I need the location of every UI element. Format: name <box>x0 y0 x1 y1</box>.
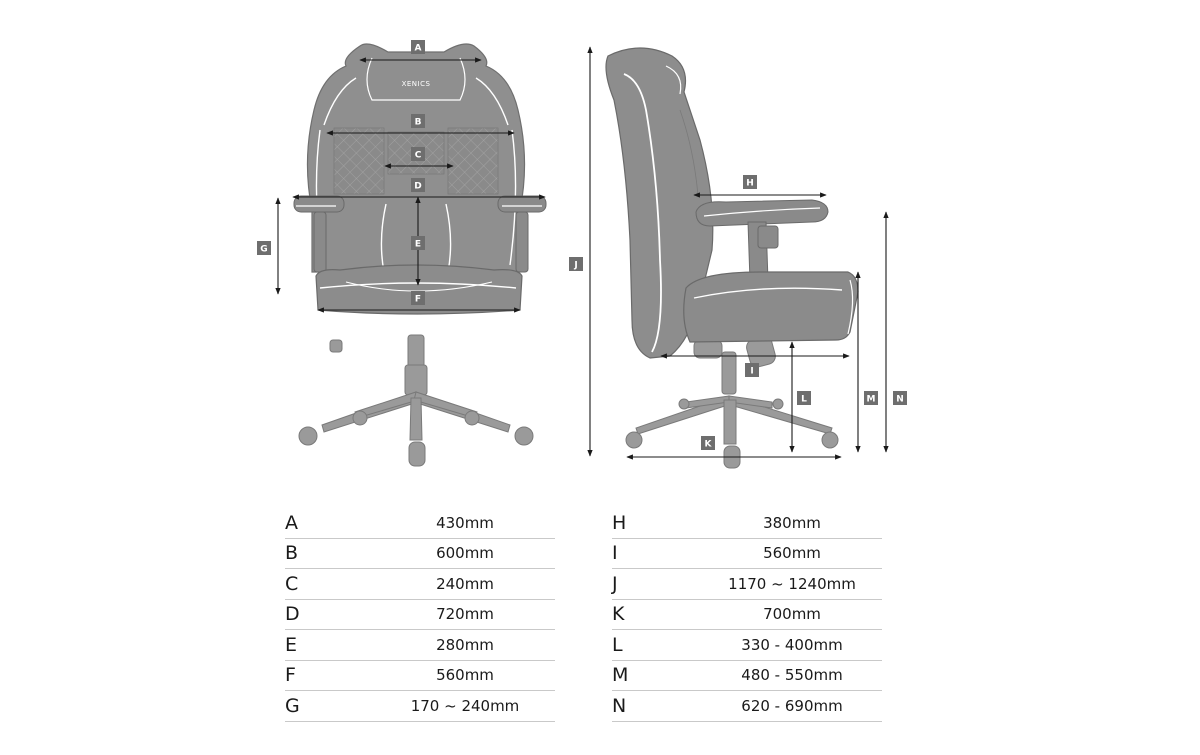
spec-value: 560mm <box>702 538 882 569</box>
svg-text:H: H <box>746 178 754 189</box>
dimension-label-f <box>411 291 425 305</box>
spec-key: G <box>285 691 375 722</box>
spec-key: B <box>285 538 375 569</box>
svg-text:D: D <box>414 181 422 192</box>
spec-value: 430mm <box>375 508 555 538</box>
spec-row <box>285 569 555 600</box>
spec-row <box>612 508 882 538</box>
dimension-label-j <box>569 257 583 271</box>
dimension-label-k <box>701 436 715 450</box>
spec-key: M <box>612 660 702 691</box>
dimension-label-e <box>411 236 425 250</box>
spec-key: A <box>285 508 375 538</box>
spec-key: N <box>612 691 702 722</box>
svg-text:L: L <box>801 394 807 405</box>
svg-text:E: E <box>414 239 422 250</box>
svg-text:A: A <box>414 43 422 54</box>
spec-row <box>612 691 882 722</box>
dimension-label-c <box>411 147 425 161</box>
side-view-chair <box>606 48 858 468</box>
svg-text:N: N <box>896 394 904 405</box>
dimension-label-a <box>411 40 425 54</box>
svg-text:F: F <box>414 294 422 305</box>
spec-row <box>285 660 555 691</box>
spec-value: 480 - 550mm <box>702 660 882 691</box>
spec-table-left <box>285 508 555 722</box>
svg-text:M: M <box>866 394 876 405</box>
spec-value: 240mm <box>375 569 555 600</box>
spec-row <box>285 599 555 630</box>
dimension-label-l <box>797 391 811 405</box>
spec-key: L <box>612 630 702 661</box>
spec-value: 280mm <box>375 630 555 661</box>
svg-text:J: J <box>574 260 578 271</box>
spec-row <box>285 508 555 538</box>
side-seat <box>684 272 858 342</box>
spec-key: K <box>612 599 702 630</box>
svg-text:B: B <box>414 117 422 128</box>
spec-key: D <box>285 599 375 630</box>
dimension-label-i <box>745 363 759 377</box>
brand-logo-text: XENICS <box>401 80 431 88</box>
spec-row <box>285 630 555 661</box>
spec-key: H <box>612 508 702 538</box>
spec-table-right <box>612 508 882 722</box>
spec-value: 700mm <box>702 599 882 630</box>
spec-row <box>285 538 555 569</box>
spec-key: F <box>285 660 375 691</box>
svg-text:G: G <box>260 244 268 255</box>
svg-text:I: I <box>750 366 754 377</box>
spec-value: 620 - 690mm <box>702 691 882 722</box>
spec-value: 600mm <box>375 538 555 569</box>
front-view-chair <box>294 44 546 466</box>
spec-value: 170 ~ 240mm <box>375 691 555 722</box>
spec-key: I <box>612 538 702 569</box>
spec-value: 1170 ~ 1240mm <box>702 569 882 600</box>
dimension-label-g <box>257 241 271 255</box>
spec-value: 720mm <box>375 599 555 630</box>
svg-text:C: C <box>414 150 422 161</box>
spec-key: C <box>285 569 375 600</box>
svg-text:K: K <box>704 439 712 450</box>
dimension-label-b <box>411 114 425 128</box>
spec-row <box>612 630 882 661</box>
dimension-label-m <box>864 391 878 405</box>
front-seat <box>316 265 522 314</box>
dimension-label-d <box>411 178 425 192</box>
dimension-label-n <box>893 391 907 405</box>
spec-value: 380mm <box>702 508 882 538</box>
spec-row <box>612 538 882 569</box>
spec-value: 560mm <box>375 660 555 691</box>
spec-row <box>612 569 882 600</box>
spec-value: 330 - 400mm <box>702 630 882 661</box>
front-chair-base <box>299 335 533 466</box>
spec-row <box>612 660 882 691</box>
spec-row <box>612 599 882 630</box>
spec-key: J <box>612 569 702 600</box>
spec-key: E <box>285 630 375 661</box>
spec-row <box>285 691 555 722</box>
dimension-label-h <box>743 175 757 189</box>
